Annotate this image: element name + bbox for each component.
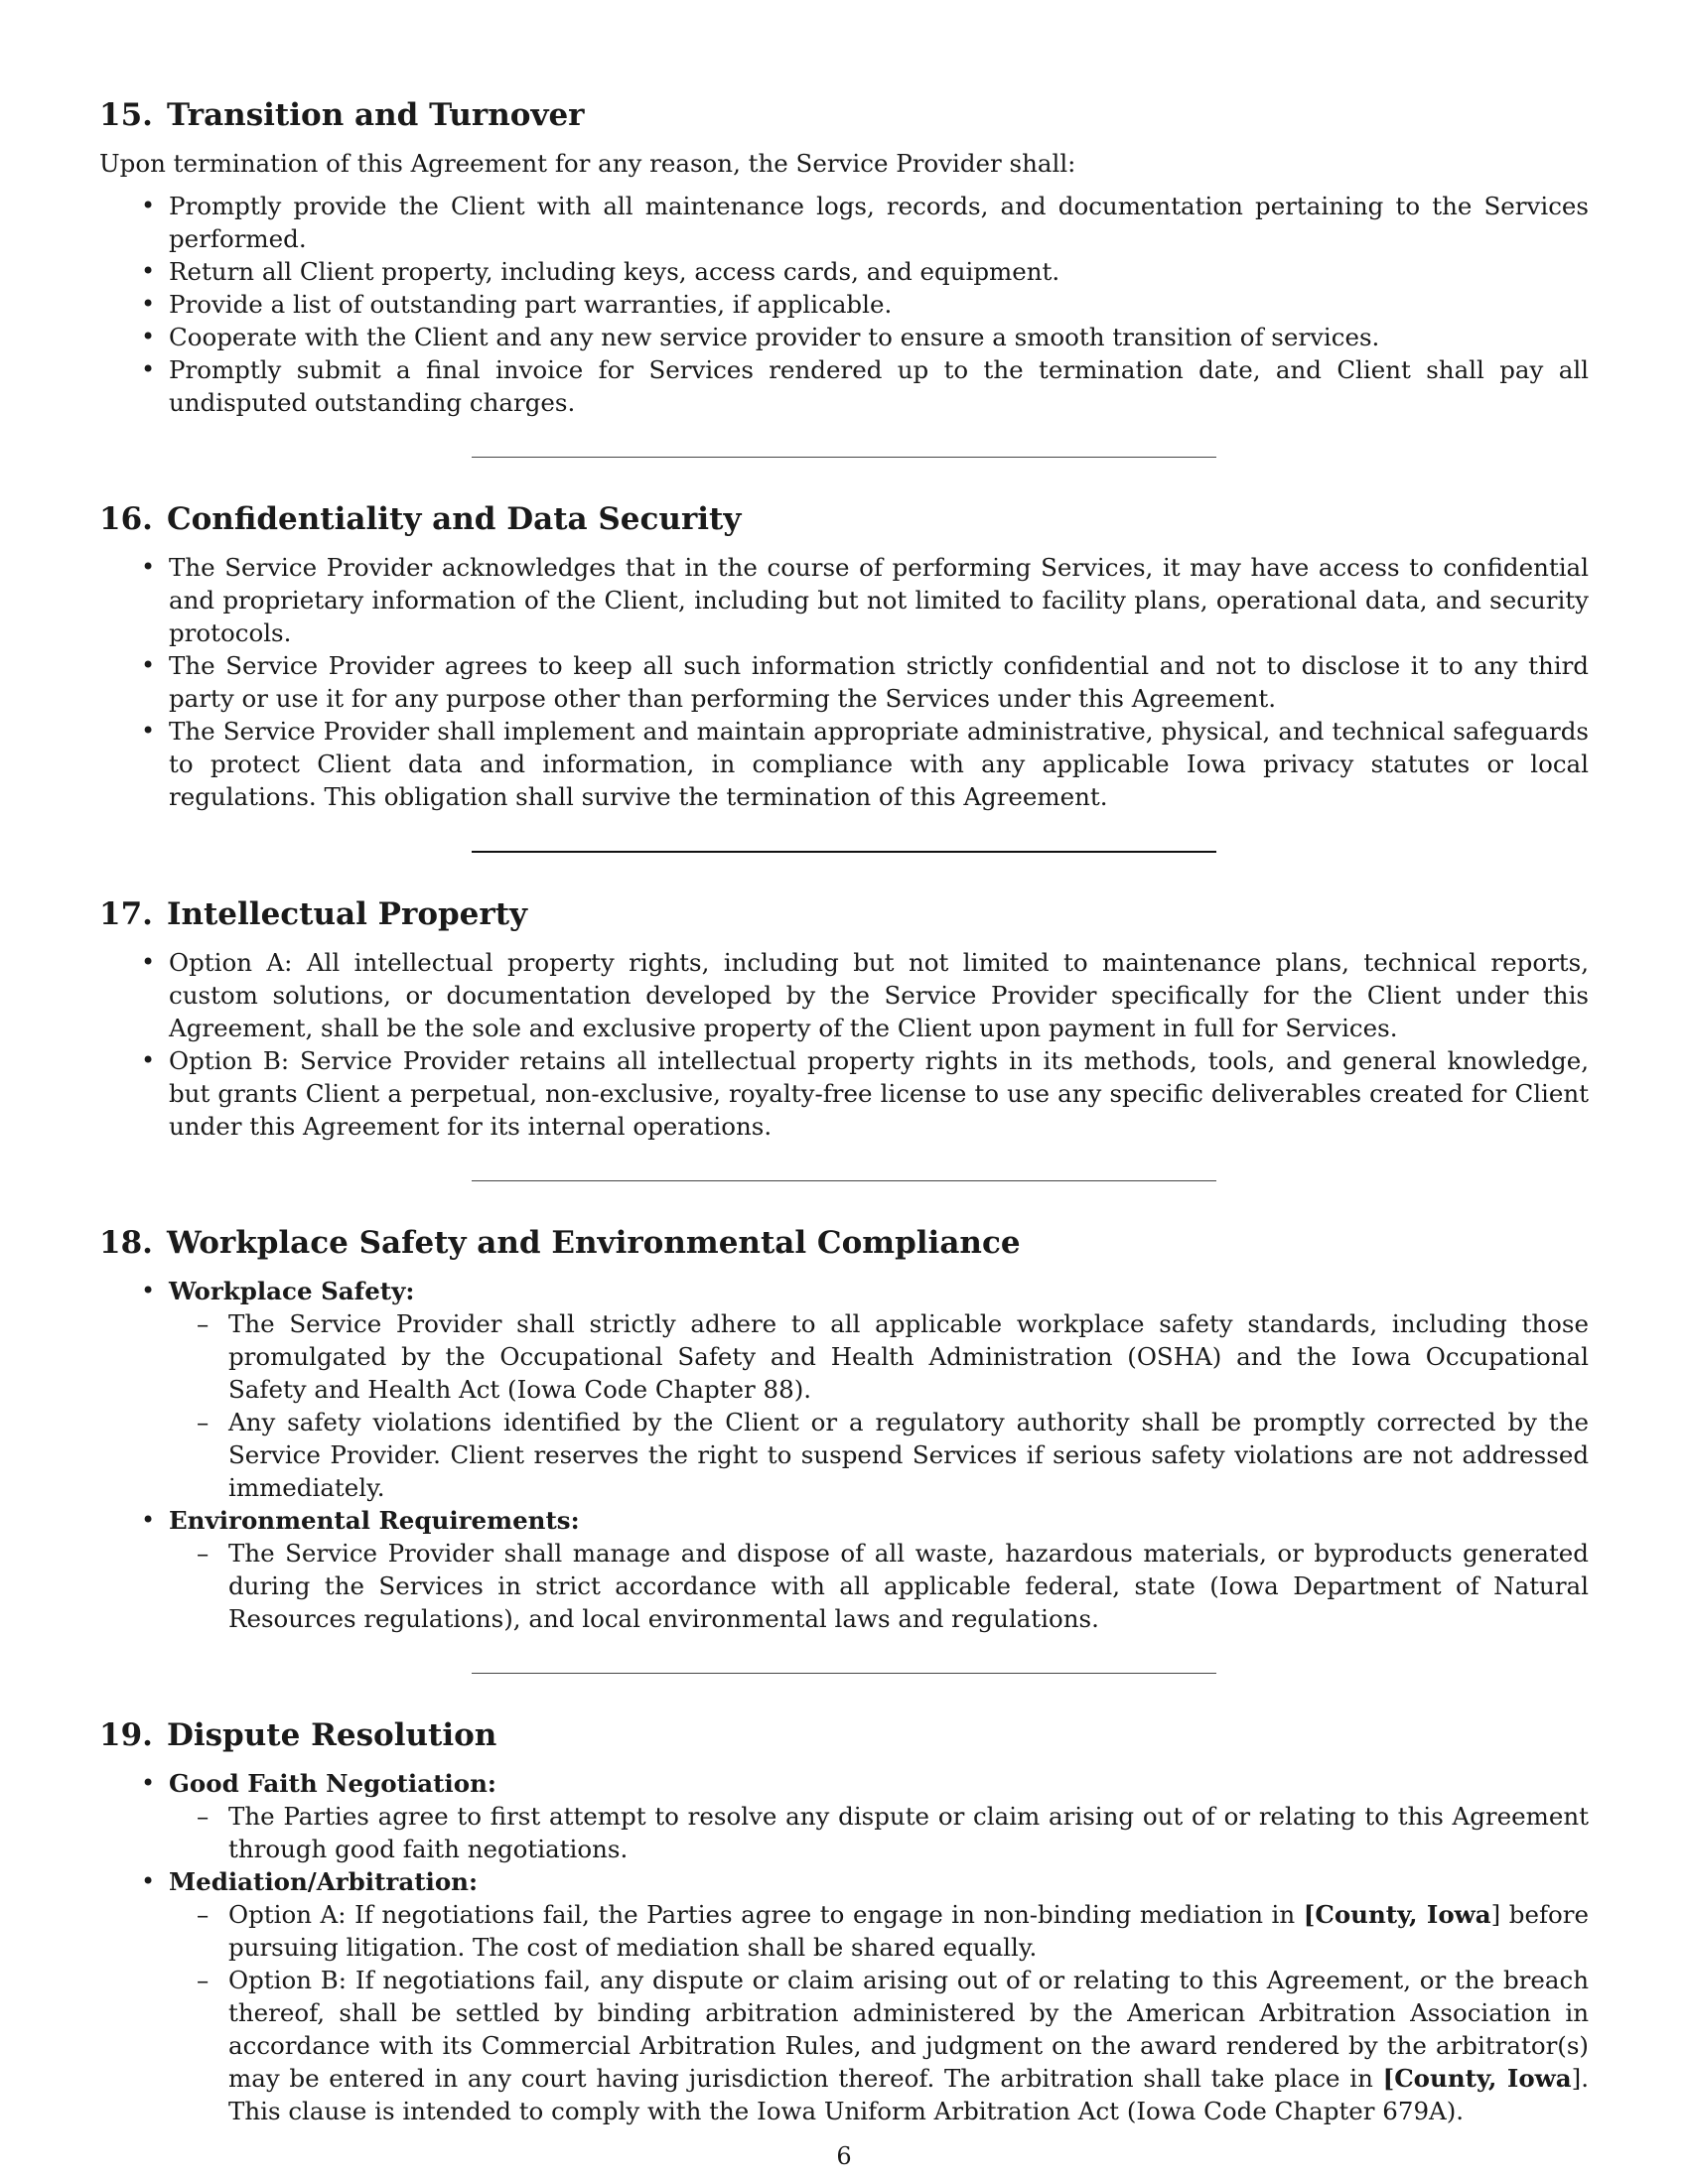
section-intro: Upon termination of this Agreement for any reason, the Service Provider shall: — [99, 149, 1076, 178]
section-title: Dispute Resolution — [166, 1717, 497, 1753]
section-number: 15. — [99, 97, 153, 133]
section-divider — [472, 851, 1216, 853]
item-label: Environmental Requirements: — [169, 1506, 580, 1535]
page-number: 6 — [836, 2142, 852, 2170]
text-run: Option A: If negotiations fail, the Parties agree to engage in non-binding mediation in — [228, 1900, 1304, 1929]
text-run: . This clause is intended to comply with the Iowa Uniform Arbitration Act (Iowa Code Chapter 679A). — [228, 2064, 1589, 2125]
text-run: Option B: If negotiations fail, any dispute or claim arising out of or relating to this Agreement, or the breach thereof, shall be settled by binding arbitration administered by the American Arbitration Association in accordance with its Commercial Arbitration Rules, and judgment on the award rendered by the arbitrator(s) may be entered in any court having jurisdiction thereof. The arbitration shall take place in — [228, 1966, 1589, 2093]
section-18 — [99, 1223, 1589, 1635]
list-item: • Option B: Service Provider retains all intellectual property rights in its methods, tools, and general knowledge, but grants Client a perpetual, non-exclusive, royalty-free license to use any specific deliverables created for Client under this Agreement for its internal operations. — [99, 1044, 1589, 1143]
section-divider — [472, 1180, 1216, 1181]
list-item — [99, 1767, 1589, 1865]
section-title: Confidentiality and Data Security — [166, 501, 742, 537]
section-heading — [99, 1715, 1589, 1755]
sub-list — [169, 1537, 1589, 1635]
list-item — [99, 1275, 1589, 1504]
placeholder-county: County, Iowa — [1394, 2064, 1572, 2093]
document-page — [99, 95, 1589, 2127]
bullet-list — [99, 190, 1589, 419]
sub-item: – Any safety violations identified by the Client or a regulatory authority shall be promptly corrected by the Service Provider. Client reserves the right to suspend Services if serious safety violations are not addressed immediately. — [169, 1406, 1589, 1504]
item-label: Good Faith Negotiation: — [169, 1769, 496, 1798]
bracket-close: ] — [1571, 2064, 1582, 2093]
sub-item — [169, 1898, 1589, 1964]
list-item: • Cooperate with the Client and any new service provider to ensure a smooth transition of services. — [99, 321, 1589, 353]
bullet-list — [99, 946, 1589, 1143]
list-item: • Option A: All intellectual property rights, including but not limited to maintenance plans, technical reports, custom solutions, or documentation developed by the Service Provider specifically for the Client under this Agreement, shall be the sole and exclusive property of the Client upon payment in full for Services. — [99, 946, 1589, 1044]
section-title: Workplace Safety and Environmental Compliance — [166, 1225, 1021, 1261]
text-run: before pursuing litigation. The cost of mediation shall be shared equally. — [228, 1900, 1589, 1962]
section-number: 17. — [99, 896, 153, 932]
list-item: • The Service Provider agrees to keep all such information strictly confidential and not to disclose it to any third party or use it for any purpose other than performing the Services under this Agreement. — [99, 649, 1589, 715]
bracket-open: [ — [1303, 1900, 1316, 1929]
bullet-list — [99, 551, 1589, 813]
section-15 — [99, 95, 1589, 419]
sub-item: – The Service Provider shall strictly adhere to all applicable workplace safety standards, including those promulgated by the Occupational Safety and Health Administration (OSHA) and the Iowa Occupational Safety and Health Act (Iowa Code Chapter 88). — [169, 1307, 1589, 1406]
section-number: 18. — [99, 1225, 153, 1261]
section-number: 19. — [99, 1717, 153, 1753]
section-divider — [472, 1673, 1216, 1674]
list-item — [99, 1865, 1589, 2127]
bracket-close: ] — [1490, 1900, 1501, 1929]
section-heading — [99, 1223, 1589, 1263]
list-item: • Return all Client property, including keys, access cards, and equipment. — [99, 255, 1589, 288]
list-item: • The Service Provider shall implement and maintain appropriate administrative, physical, and technical safeguards to protect Client data and information, in compliance with any applicable Iowa privacy statutes or local regulations. This obligation shall survive the termination of this Agreement. — [99, 715, 1589, 813]
section-divider — [472, 457, 1216, 458]
section-title: Transition and Turnover — [166, 97, 585, 133]
bullet-list — [99, 1767, 1589, 2127]
item-label: Workplace Safety: — [169, 1277, 415, 1305]
bracket-open: [ — [1382, 2064, 1395, 2093]
list-item: • Promptly provide the Client with all maintenance logs, records, and documentation pertaining to the Services performed. — [99, 190, 1589, 255]
item-label: Mediation/Arbitration: — [169, 1867, 479, 1896]
section-title: Intellectual Property — [166, 896, 528, 932]
bullet-list — [99, 1275, 1589, 1635]
sub-list — [169, 1800, 1589, 1865]
section-heading — [99, 894, 1589, 934]
section-heading — [99, 95, 1589, 135]
list-item: • Provide a list of outstanding part warranties, if applicable. — [99, 288, 1589, 321]
list-item: • The Service Provider acknowledges that in the course of performing Services, it may have access to confidential and proprietary information of the Client, including but not limited to facility plans, operational data, and security protocols. — [99, 551, 1589, 649]
section-17 — [99, 894, 1589, 1143]
list-item: • Promptly submit a final invoice for Services rendered up to the termination date, and Client shall pay all undisputed outstanding charges. — [99, 353, 1589, 419]
section-heading — [99, 499, 1589, 539]
sub-item: – The Service Provider shall manage and dispose of all waste, hazardous materials, or byproducts generated during the Services in strict accordance with all applicable federal, state (Iowa Department of Natural Resources regulations), and local environmental laws and regulations. — [169, 1537, 1589, 1635]
sub-list — [169, 1307, 1589, 1504]
list-item — [99, 1504, 1589, 1635]
section-19 — [99, 1715, 1589, 2127]
sub-list — [169, 1898, 1589, 2127]
section-16 — [99, 499, 1589, 813]
placeholder-county: County, Iowa — [1315, 1900, 1491, 1929]
sub-item — [169, 1964, 1589, 2127]
sub-item: – The Parties agree to first attempt to resolve any dispute or claim arising out of or relating to this Agreement through good faith negotiations. — [169, 1800, 1589, 1865]
section-number: 16. — [99, 501, 153, 537]
